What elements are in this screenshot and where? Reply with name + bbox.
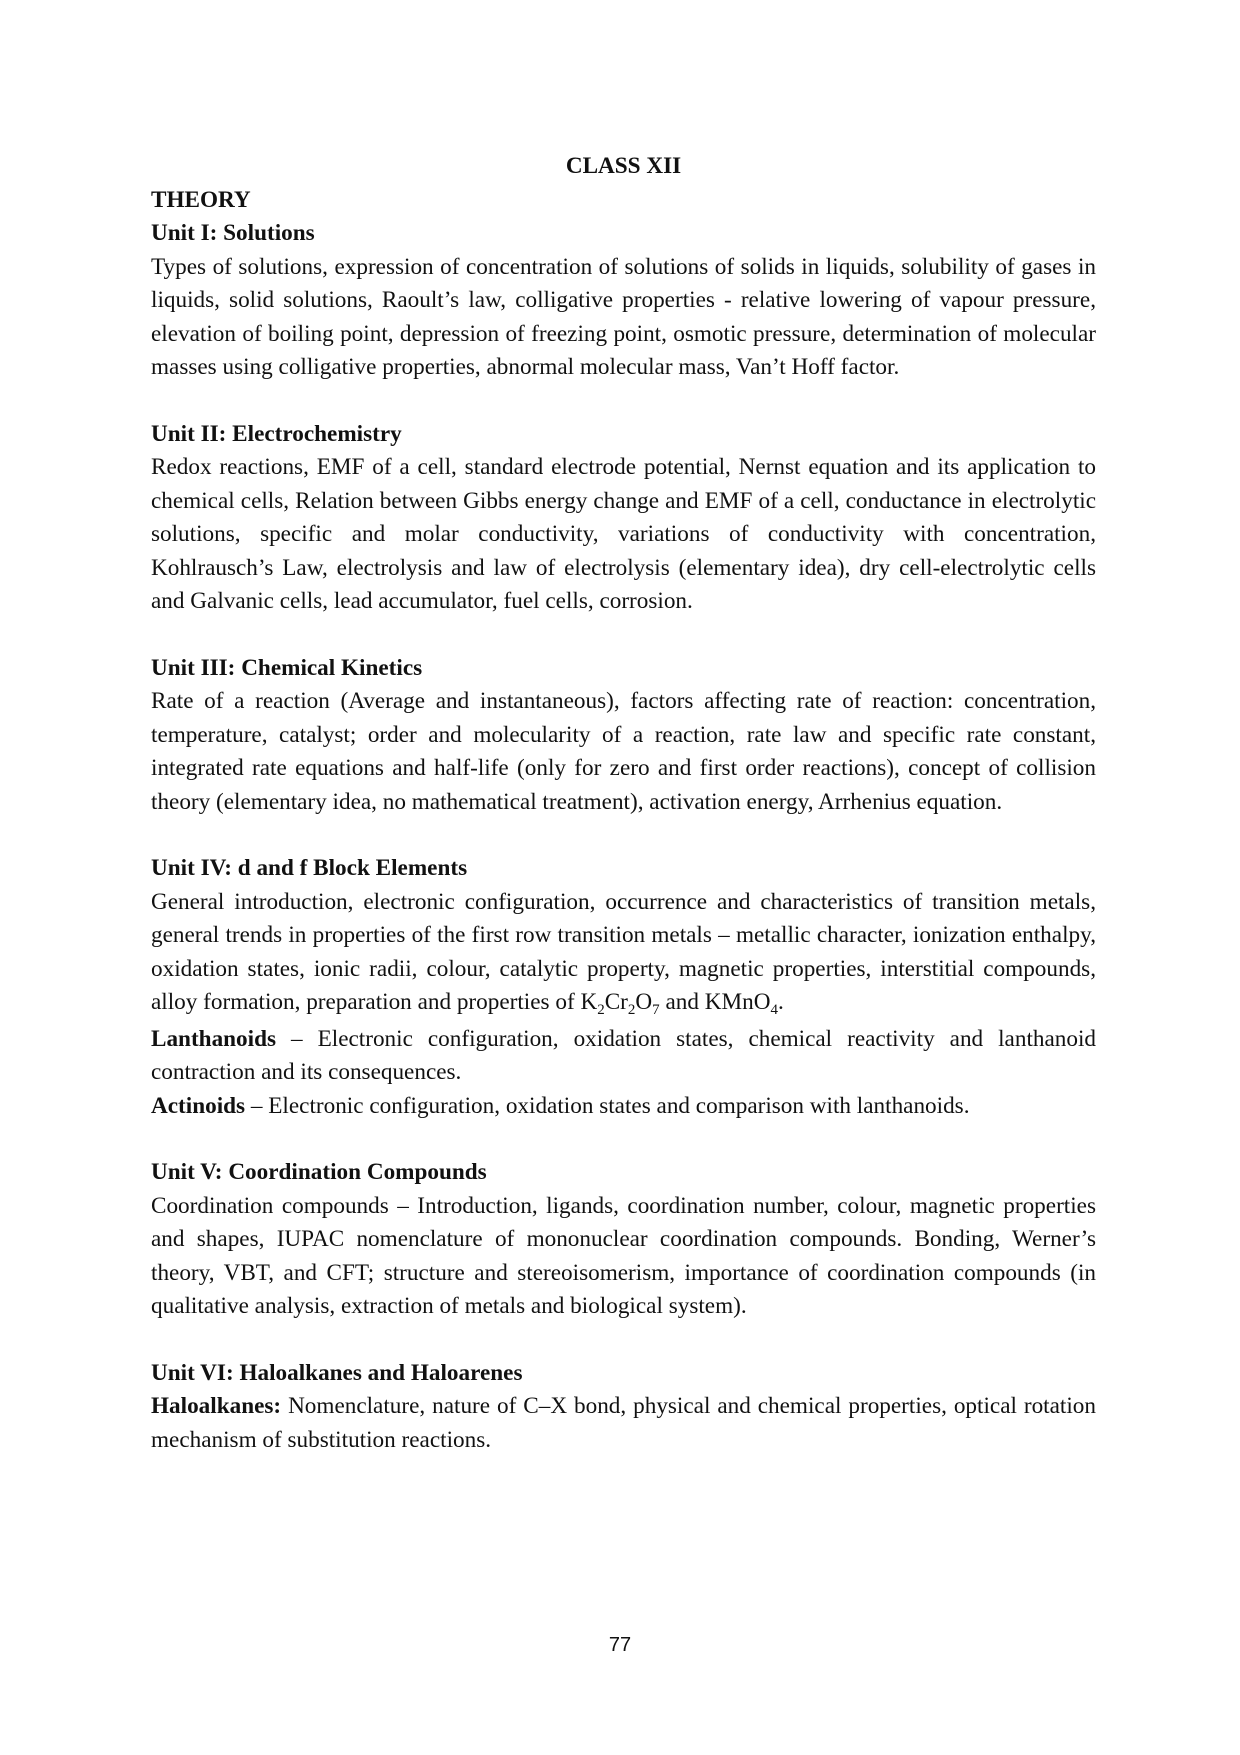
unit-5: [151, 1156, 1096, 1324]
unit-heading: Unit I: Solutions: [151, 220, 315, 246]
unit-heading: Unit VI: Haloalkanes and Haloarenes: [151, 1359, 523, 1386]
unit-heading: Unit III: Chemical Kinetics: [151, 654, 423, 681]
actinoids-lead: Actinoids: [151, 1092, 246, 1119]
haloalkanes-paragraph: Haloalkanes: Nomenclature, nature of C–X bond, physical and chemical properties, optical rotation mechanism of substitution reactions.: [151, 1393, 1096, 1453]
formula-potassium-dichromate: $K_2Cr_2O_7$: [580, 989, 660, 1018]
unit-2: [151, 418, 1096, 619]
unit-body-text: General introduction, electronic configuration, occurrence and characteristics of transition metals, general trends in properties of the first row transition metals – metallic character, ionization enthalpy, oxidation states, ionic radii, colour, catalytic property, magnetic properties, interstitial compounds, alloy formation, preparation and properties of: [151, 888, 1096, 1015]
unit-body: General introduction, electronic configuration, occurrence and characteristics of transition metals, general trends in properties of the first row transition metals – metallic character, ionization enthalpy, oxidation states, ionic radii, colour, catalytic property, magnetic properties, interstitial compounds, alloy formation, preparation and properties of $K_2Cr_2O_7$ and KMnO$_4$.: [151, 888, 1096, 1018]
unit-body: Redox reactions, EMF of a cell, standard electrode potential, Nernst equation and its application to chemical cells, Relation between Gibbs energy change and EMF of a cell, conductance in electrolytic solutions, specific and molar conductivity, variations of conductivity with concentration, Kohlrausch’s Law, electrolysis and law of electrolysis (elementary idea), dry cell-electrolytic cells and Galvanic cells, lead accumulator, fuel cells, corrosion.: [151, 454, 1096, 614]
actinoids-paragraph: Actinoids – Electronic configuration, oxidation states and comparison with lanthanoids.: [151, 1092, 970, 1119]
unit-4: [151, 852, 1096, 1123]
haloalkanes-lead: Haloalkanes:: [151, 1393, 282, 1419]
unit-heading: Unit V: Coordination Compounds: [151, 1159, 487, 1185]
class-title: CLASS XII: [565, 153, 682, 179]
unit-1: [151, 217, 1096, 385]
page-number: 77: [608, 1634, 632, 1656]
unit-body: Coordination compounds – Introduction, ligands, coordination number, colour, magnetic properties and shapes, IUPAC nomenclature of mononuclear coordination compounds. Bonding, Werner’s theory, VBT, and CFT; structure and stereoisomerism, importance of coordination compounds (in qualitative analysis, extraction of metals and biological system).: [151, 1192, 1096, 1319]
lanthanoids-lead: Lanthanoids: [151, 1025, 277, 1052]
unit-heading: Unit IV: d and f Block Elements: [151, 855, 468, 881]
unit-3: [151, 652, 1096, 820]
section-title: THEORY: [151, 186, 251, 213]
unit-6: [151, 1357, 1096, 1458]
formula-potassium-permanganate: KMnO$_4$: [704, 989, 778, 1018]
document-page: [151, 150, 1096, 1490]
lanthanoids-paragraph: Lanthanoids – Electronic configuration, oxidation states, chemical reactivity and lanthanoid contraction and its consequences.: [151, 1025, 1096, 1085]
unit-heading: Unit II: Electrochemistry: [151, 420, 402, 447]
unit-body: Types of solutions, expression of concentration of solutions of solids in liquids, solubility of gases in liquids, solid solutions, Raoult’s law, colligative properties - relative lowering of vapour pressure, elevation of boiling point, depression of freezing point, osmotic pressure, determination of molecular masses using colligative properties, abnormal molecular mass, Van’t Hoff factor.: [151, 253, 1096, 380]
unit-body: Rate of a reaction (Average and instantaneous), factors affecting rate of reaction: concentration, temperature, catalyst; order and molecularity of a reaction, rate law and specific rate constant, integrated rate equations and half-life (only for zero and first order reactions), concept of collision theory (elementary idea, no mathematical treatment), activation energy, Arrhenius equation.: [151, 688, 1096, 815]
